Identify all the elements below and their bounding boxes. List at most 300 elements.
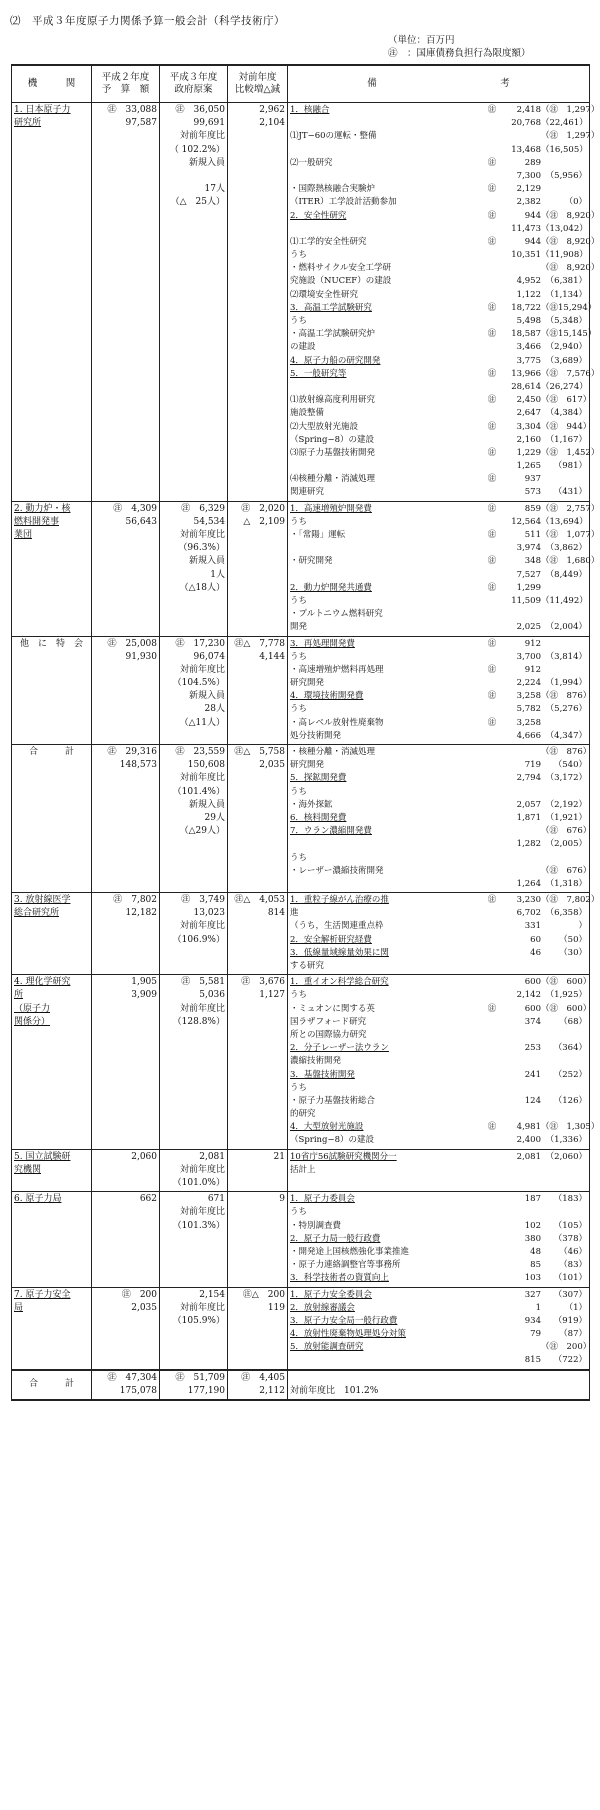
remark-item (290, 302, 597, 315)
remark-mark (481, 960, 503, 973)
cell-line: 新規入員 (188, 799, 225, 810)
table-row (12, 1192, 590, 1287)
remark-item (290, 542, 587, 555)
remark-value (503, 852, 541, 865)
remark-mark (481, 516, 503, 529)
remark-mark (481, 117, 503, 130)
cell-line: ㊟ 29,316 (107, 747, 157, 757)
remark-prev-value: （5,956） (545, 170, 587, 181)
remark-prev-value: （105） (553, 1220, 587, 1231)
remark-mark: ㊟ (487, 210, 497, 221)
remark-value: 2,400 (516, 1135, 541, 1146)
remark-prev-value: （6,381） (545, 276, 587, 287)
cell-line: 2,962 (259, 105, 285, 115)
remarks (288, 975, 600, 1149)
remark-mark (481, 289, 503, 302)
remark-prev-value: （46） (559, 1246, 587, 1257)
remark-prev-value (541, 717, 587, 730)
cell-line: ㊟△ 7,778 (234, 638, 285, 649)
remark-prev-value: （919） (553, 1315, 587, 1326)
remark-value: 18,722 (511, 302, 541, 313)
remark-prev-value (541, 1108, 587, 1121)
remark-prev-value: （68） (559, 1016, 587, 1027)
cell-line: 148,573 (119, 760, 157, 771)
remark-mark (481, 812, 503, 825)
remark-text: 3．原子力安全局一般行政費 (290, 1315, 398, 1326)
remark-item (290, 1108, 587, 1121)
remark-prev-value: （22,461） (541, 118, 588, 129)
prev-budget (92, 1149, 160, 1192)
cell-line: （△29人） (179, 826, 225, 837)
difference (228, 975, 288, 1149)
remark-item (290, 621, 587, 634)
remark-item (290, 289, 587, 302)
remark-text: 括計上 (290, 1164, 316, 1175)
remark-text: 2．動力炉開発共通費 (290, 582, 372, 593)
remark-text: ・レーザー濃縮技術開発 (290, 865, 384, 876)
remark-mark (481, 1289, 503, 1302)
remark-value: 103 (524, 1273, 541, 1284)
remark-value (503, 786, 541, 799)
remark-prev-value: （30） (559, 947, 587, 958)
table-row (12, 745, 590, 893)
cell-line: 99,691 (193, 118, 225, 129)
remarks (288, 636, 590, 745)
remark-prev-value: （㊟ 1,305） (541, 1122, 600, 1133)
header-current-budget: 平成３年度 政府原案 (160, 65, 228, 103)
remark-mark (481, 1354, 503, 1367)
remark-mark: ㊟ (487, 368, 497, 379)
remark-text: 1．原子力安全委員会 (290, 1289, 372, 1300)
remark-prev-value: （㊟ 1,297） (541, 131, 600, 142)
remark-prev-value: （㊟ 7,802） (541, 895, 600, 906)
remark-prev-value: （3,862） (545, 543, 587, 554)
remark-prev-value (541, 1055, 587, 1068)
remark-prev-value: （3,814） (545, 651, 587, 662)
remark-text: 1．重イオン科学総合研究 (290, 977, 389, 988)
remark-mark (481, 621, 503, 634)
remark-text: ⑵環境安全性研究 (290, 289, 359, 300)
remark-text: の建設 (290, 342, 316, 353)
remark-prev-value (541, 852, 587, 865)
remark-text (290, 144, 481, 157)
remark-text: 1．高速増殖炉開発費 (290, 503, 372, 514)
remark-mark (481, 1315, 503, 1328)
remark-item (290, 1003, 592, 1016)
remark-mark (481, 569, 503, 582)
remark-text: ⑴JT−60の運転・整備 (290, 131, 377, 142)
org-name: 6. 原子力局 (12, 1192, 92, 1287)
remark-mark (481, 144, 503, 157)
remark-item (290, 664, 587, 677)
remark-value: 1,265 (516, 461, 541, 472)
remark-item (290, 1029, 587, 1042)
cell-line: ㊟ 47,304 (107, 1372, 157, 1383)
remark-mark: ㊟ (487, 582, 497, 593)
remark-mark (481, 1069, 503, 1082)
remark-text: うち (290, 1207, 308, 1218)
remark-prev-value: （364） (553, 1043, 587, 1054)
prev-budget (92, 1192, 160, 1287)
remark-text: 研究開発 (290, 760, 325, 771)
total-label: 合 計 (12, 1370, 92, 1400)
remark-text: ⑴工学的安全性研究 (290, 236, 367, 247)
table-row (12, 501, 590, 636)
remark-prev-value: （11,492） (541, 595, 588, 606)
remark-value: 79 (530, 1329, 541, 1340)
remark-prev-value: （㊟ 600） (541, 977, 592, 988)
remark-mark (481, 407, 503, 420)
remark-item (290, 223, 587, 236)
remark-prev-value: （2,004） (545, 622, 587, 633)
total-difference (228, 1370, 288, 1400)
remark-mark: ㊟ (487, 447, 497, 458)
cell-line: 対前年度比 (179, 921, 225, 932)
remark-mark (481, 1042, 503, 1055)
remark-text: ⑷核種分離・消滅処理 (290, 474, 376, 485)
cell-line: 1,905 (131, 977, 157, 988)
remark-item (290, 1272, 587, 1285)
total-row (12, 1370, 590, 1400)
remark-value: 937 (524, 474, 541, 485)
remark-text: ・燃料サイクル安全工学研 (290, 263, 391, 274)
remark-text: うち (290, 786, 308, 797)
remark-prev-value: （1,994） (545, 678, 587, 689)
cell-line: 新規入員 (188, 157, 225, 168)
remark-value (503, 746, 541, 759)
remark-text: 2．原子力局一般行政費 (290, 1233, 381, 1244)
current-budget (160, 501, 228, 636)
cell-line: （101.0%） (172, 1178, 225, 1188)
remark-prev-value: （307） (553, 1289, 587, 1300)
cell-line: （△18人） (179, 582, 225, 593)
remark-text: ・高速増殖炉燃料再処理 (290, 664, 384, 675)
remark-text: ・特別調査費 (290, 1220, 342, 1231)
cell-line: 対前年度比 (179, 131, 225, 142)
remark-prev-value (541, 582, 587, 595)
remark-prev-value: （㊟ 1,297） (541, 105, 600, 115)
difference (228, 1287, 288, 1370)
remark-text: うち (290, 651, 308, 662)
org-name: 7. 原子力安全 局 (12, 1287, 92, 1370)
remark-item (290, 460, 587, 473)
remark-item (290, 1289, 587, 1302)
cell-line: 13,023 (193, 908, 225, 919)
org-name: 1. 日本原子力 研究所 (12, 103, 92, 502)
remark-item (290, 1151, 587, 1164)
remark-text: ・ミュオンに関する英 (290, 1003, 375, 1014)
remark-value (503, 825, 541, 838)
remark-item (290, 1134, 587, 1147)
remark-mark (481, 170, 503, 183)
remark-text (290, 381, 481, 394)
remark-value: 374 (524, 1016, 541, 1027)
cell-line: 97,587 (125, 118, 157, 129)
table-header-row (12, 65, 590, 103)
remark-text: ・高温工学試験研究炉 (290, 329, 376, 340)
remark-mark (481, 920, 503, 933)
remark-item (290, 960, 587, 973)
remark-item (290, 1233, 587, 1246)
remark-text: ・海外探鉱 (290, 799, 333, 810)
remark-mark (481, 196, 503, 209)
org-name: 3. 放射線医学 総合研究所 (12, 893, 92, 975)
cell-line: 671 (207, 1194, 225, 1205)
remark-prev-value: （5,348） (545, 316, 587, 326)
remark-item (290, 759, 587, 772)
cell-line: 91,930 (125, 651, 157, 662)
remark-value: 912 (524, 664, 541, 675)
total-ratio: 対前年度比 101.2% (290, 1385, 379, 1396)
remark-item (290, 1164, 587, 1177)
remark-value: 912 (524, 638, 541, 649)
prev-budget (92, 975, 160, 1149)
remark-value: 2,081 (516, 1151, 541, 1162)
difference (228, 1192, 288, 1287)
remark-text: 施設整備 (290, 408, 325, 419)
remark-mark (481, 759, 503, 772)
remark-item (290, 582, 587, 595)
page-title: ⑵ 平成３年度原子力関係予算一般会計（科学技術庁） (10, 15, 285, 27)
remark-prev-value (541, 1164, 587, 1177)
cell-line: 2,154 (199, 1289, 225, 1300)
remark-value: 241 (524, 1069, 541, 1080)
remark-text: うち (290, 316, 308, 326)
remark-mark (481, 1016, 503, 1029)
remark-prev-value (541, 786, 587, 799)
remark-prev-value: （722） (553, 1355, 587, 1366)
budget-table (11, 64, 600, 1401)
remark-value: 3,700 (516, 651, 541, 662)
remark-text: ・原子力基盤技術総合 (290, 1095, 376, 1106)
remark-prev-value (541, 960, 587, 973)
remark-value: 2,057 (516, 799, 541, 810)
remark-prev-value: （㊟ 1,077） (541, 530, 600, 540)
remark-prev-value (541, 473, 587, 486)
remark-prev-value: （㊟ 2,757） (541, 503, 600, 514)
remark-prev-value: （㊟ 8,920） (541, 210, 600, 221)
remark-item (290, 516, 587, 529)
spacer (290, 1372, 587, 1385)
remark-value (503, 1164, 541, 1177)
remark-prev-value: （㊟ 876） (541, 691, 592, 702)
remark-value (503, 608, 541, 621)
table-row (12, 1287, 590, 1370)
remark-text: 2．安全性研究 (290, 210, 347, 221)
remark-text: 2．分子レーザー法ウラン (290, 1043, 389, 1054)
cell-line: ㊟ 17,230 (175, 638, 225, 649)
remark-value: 4,981 (516, 1122, 541, 1133)
remark-item (290, 503, 600, 516)
remark-prev-value: （㊟ 600） (541, 1003, 592, 1014)
remark-value: 11,509 (511, 595, 541, 606)
remark-text: 3．高温工学試験研究 (290, 302, 372, 313)
remark-text: 所との国際協力研究 (290, 1029, 367, 1040)
remark-value: 1,229 (516, 447, 541, 458)
remark-text: 究施設（NUCEF）の建設 (290, 276, 392, 287)
remark-mark (481, 381, 503, 394)
remark-prev-value: （50） (559, 934, 587, 945)
remark-text: 2．放射線審議会 (290, 1302, 355, 1313)
prev-budget (92, 501, 160, 636)
cell-line: ㊟ 6,329 (181, 503, 225, 514)
remark-prev-value (541, 183, 587, 196)
remark-value: 944 (524, 210, 541, 221)
remark-text: 処分技術開発 (290, 730, 342, 741)
cell-line: 対前年度比 (179, 1164, 225, 1175)
remark-value: 2,382 (516, 197, 541, 208)
remark-value: 10,351 (511, 250, 541, 261)
cell-line: 4,144 (259, 651, 285, 662)
remark-prev-value: （4,384） (545, 408, 587, 419)
remark-value: 5,782 (516, 704, 541, 715)
remark-text: うち (290, 595, 308, 606)
remark-mark (481, 1108, 503, 1121)
remark-text: ・国際熱核融合実験炉 (290, 184, 376, 195)
remark-prev-value: （㊟ 7,576） (541, 368, 600, 379)
remark-text: 関連研究 (290, 487, 325, 498)
remark-prev-value: （1,318） (545, 878, 587, 889)
current-budget (160, 636, 228, 745)
remark-text: ⑵大型放射光施設 (290, 421, 359, 432)
cell-line: 28人 (204, 704, 225, 715)
remark-prev-value: （1,921） (545, 812, 587, 823)
remark-text: ・研究開発 (290, 556, 333, 567)
remark-item (290, 394, 592, 407)
remark-prev-value: （83） (559, 1260, 587, 1271)
cell-line: ㊟ 7,802 (113, 895, 157, 906)
remark-text: ・核種分離・消滅処理 (290, 747, 376, 757)
remark-text: 4．環境技術開発費 (290, 691, 364, 702)
remark-text: （ITER）工学設計活動参加 (290, 197, 397, 208)
remark-mark: ㊟ (487, 421, 497, 432)
remark-text: ・開発途上国核燃強化事業推進 (290, 1246, 410, 1257)
remark-prev-value: （8,449） (545, 569, 587, 580)
remark-prev-value: （㊟ 944） (541, 421, 592, 432)
org-name: 他 に 特 会 (12, 636, 92, 745)
remark-item (290, 117, 587, 130)
remark-item (290, 638, 587, 651)
remark-text: ⑵一般研究 (290, 157, 333, 168)
current-budget (160, 975, 228, 1149)
remark-item (290, 677, 587, 690)
remark-text: 2．安全解析研究経費 (290, 934, 372, 945)
remark-value: 7,300 (516, 170, 541, 181)
remark-value (503, 960, 541, 973)
remark-prev-value: （2,005） (545, 839, 587, 850)
remark-value: 327 (524, 1289, 541, 1300)
remark-mark (481, 223, 503, 236)
remark-value: 4,666 (516, 730, 541, 741)
remark-value: 3,974 (516, 543, 541, 554)
remark-text: 1．核融合 (290, 105, 330, 115)
table-row (12, 893, 590, 975)
cell-line: 29人 (204, 812, 225, 823)
remark-text (290, 878, 481, 891)
remark-item (290, 1315, 587, 1328)
remark-value: 1,299 (516, 582, 541, 593)
remark-item (290, 1341, 592, 1354)
cell-line: 662 (139, 1194, 157, 1205)
remark-value: 18,587 (511, 329, 541, 340)
cell-line: （105.9%） (172, 1315, 225, 1326)
remark-value: 3,304 (516, 421, 541, 432)
remark-mark (481, 1233, 503, 1246)
remark-mark (481, 1246, 503, 1259)
remark-prev-value: （540） (553, 760, 587, 771)
cell-line: 814 (267, 908, 285, 919)
unit-note-footnote: ㊟ ：国庫債務負担行為限度額） (388, 48, 531, 59)
cell-line: 5,036 (199, 990, 225, 1001)
total-note (288, 1370, 590, 1400)
remark-mark (481, 542, 503, 555)
remark-item (290, 772, 587, 785)
remarks (288, 1192, 590, 1287)
remark-mark (481, 852, 503, 865)
cell-line: 54,534 (193, 516, 225, 527)
remark-mark (481, 486, 503, 499)
remark-value: 253 (524, 1043, 541, 1054)
remark-prev-value: （1） (564, 1302, 587, 1313)
remark-prev-value (541, 608, 587, 621)
remark-value: 859 (524, 503, 541, 514)
remarks (288, 893, 600, 975)
remark-mark (481, 608, 503, 621)
remark-value: 3,775 (516, 355, 541, 366)
remark-mark (481, 275, 503, 288)
remark-mark: ㊟ (487, 236, 497, 247)
remark-item (290, 1206, 587, 1219)
remark-value: 331 (524, 921, 541, 932)
remark-mark (481, 1151, 503, 1164)
remark-text: 3．科学技術者の資質向上 (290, 1273, 389, 1284)
cell-line: （101.4%） (172, 786, 225, 797)
remark-text: 的研究 (290, 1109, 316, 1120)
remark-prev-value: （13,042） (541, 223, 588, 234)
remark-item (290, 1246, 587, 1259)
cell-line: 2,035 (259, 760, 285, 771)
remark-mark (481, 976, 503, 989)
remark-mark (481, 989, 503, 1002)
remark-text: 6．核料開発費 (290, 812, 347, 823)
remark-item (290, 529, 600, 542)
current-budget (160, 1192, 228, 1287)
remark-value: 102 (524, 1220, 541, 1231)
remark-prev-value: （2,192） (545, 799, 587, 810)
remark-item (290, 355, 587, 368)
remark-item (290, 1302, 587, 1315)
remark-prev-value: （981） (553, 461, 587, 472)
cell-line: ㊟ 51,709 (175, 1372, 225, 1383)
remark-text: （Spring−8）の建設 (290, 434, 374, 445)
remark-text: うち (290, 704, 308, 715)
remark-mark (481, 1029, 503, 1042)
remark-item (290, 717, 587, 730)
remark-text: ・「常陽」運転 (290, 530, 346, 540)
remark-mark: ㊟ (487, 895, 497, 906)
remark-prev-value: （101） (553, 1273, 587, 1284)
remark-item (290, 249, 587, 262)
cell-line: 対前年度比 (179, 1302, 225, 1313)
remark-item (290, 1193, 587, 1206)
difference (228, 1149, 288, 1192)
remark-mark (481, 1302, 503, 1315)
current-budget (160, 893, 228, 975)
remark-value: 511 (524, 530, 541, 540)
cell-line: 2,060 (131, 1151, 157, 1162)
current-budget (160, 1287, 228, 1370)
remark-item (290, 1354, 587, 1367)
